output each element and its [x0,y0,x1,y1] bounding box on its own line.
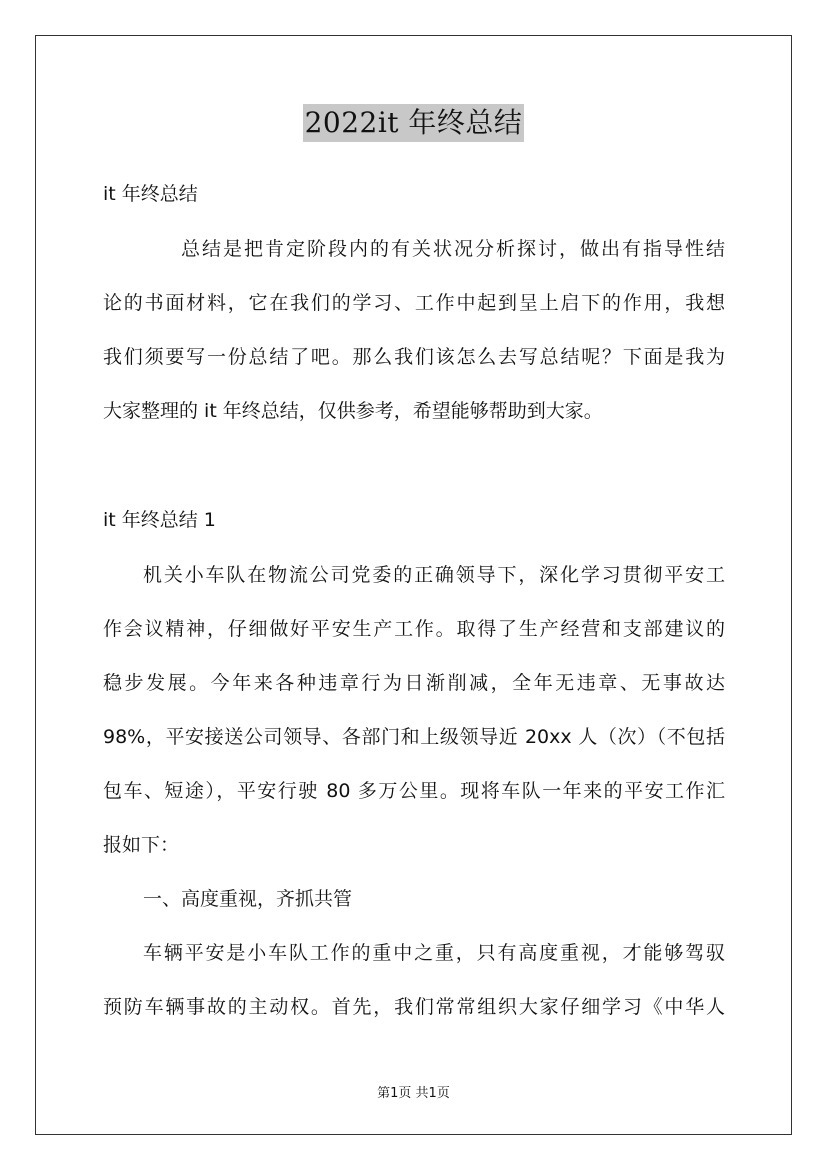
title-container [0,104,827,142]
section-heading: it 年终总结 1 [103,509,216,531]
body-line: 预防车辆事故的主动权。首先，我们常常组织大家仔细学习《中华人 [103,996,725,1018]
body-line: 98%，平安接送公司领导、各部门和上级领导近 20xx 人（次）（不包括 [103,726,725,748]
body-line: 作会议精神，仔细做好平安生产工作。取得了生产经营和支部建议的 [103,618,725,640]
body-line: 报如下： [103,834,180,856]
point-heading: 一、高度重视，齐抓共管 [143,888,353,910]
body-line: 机关小车队在物流公司党委的正确领导下，深化学习贯彻平安工 [143,564,725,586]
intro-line: 大家整理的 it 年终总结，仅供参考，希望能够帮助到大家。 [103,400,603,422]
body-line: 包车、短途），平安行驶 80 多万公里。现将车队一年来的平安工作汇 [103,780,725,802]
body-line: 车辆平安是小车队工作的重中之重，只有高度重视，才能够驾驭 [143,942,725,964]
intro-line: 总结是把肯定阶段内的有关状况分析探讨，做出有指导性结 [181,238,725,260]
body-line: 稳步发展。今年来各种违章行为日渐削减，全年无违章、无事故达 [103,672,725,694]
page-footer: 第1页 共1页 [377,1086,450,1101]
document-title: 2022it 年终总结 [303,104,525,142]
subtitle: it 年终总结 [103,183,198,205]
intro-line: 我们须要写一份总结了吧。那么我们该怎么去写总结呢？下面是我为 [103,346,725,368]
intro-line: 论的书面材料，它在我们的学习、工作中起到呈上启下的作用，我想 [103,292,725,314]
